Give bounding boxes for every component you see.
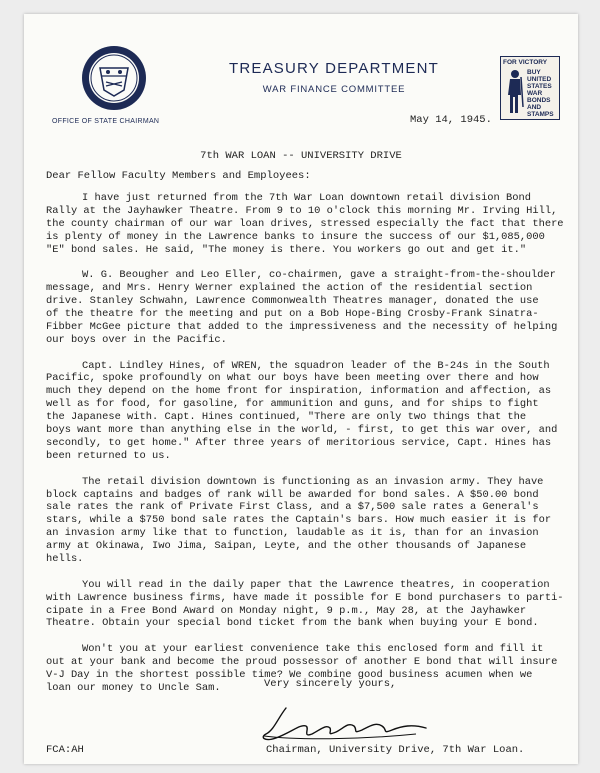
stamp-top-text: FOR VICTORY <box>503 59 548 66</box>
soldier-icon <box>505 67 525 115</box>
department-heading: TREASURY DEPARTMENT <box>228 60 440 77</box>
paragraph: Capt. Lindley Hines, of WREN, the squadron leader of the B-24s in the South Pacific, spoke profoundly on what our boys have been meeting over there and how much they depend on the home front for inspiration, information and affection, as well as for food, for gasoline, for ammunition and guns, and for ships to fight the Japanese with. Capt. Hines continued, "There are only two things that the boys want more than anything else in the world, - first, to get this war over, and secondly, to get home." After three years of meritorious service, Capt. Hines has been returned to us. <box>46 359 558 462</box>
paragraph: Won't you at your earliest convenience take this enclosed form and fill it out at your bank and become the proud possessor of another E bond that will insure V-J Day in the shortest possible time? We combine good business acumen when we loan our money to Uncle Sam. <box>46 643 558 694</box>
paragraph: You will read in the daily paper that the Lawrence theatres, in cooperation with Lawrence business firms, have made it possible for E bond purchasers to parti- cipate in a Free Bond Award on Monday night, 9 p.m., May 28, at the Jayhawker Theatre. Obtain your special bond ticket from the bank when buying your E bond. <box>46 578 564 630</box>
handwritten-signature <box>256 704 456 744</box>
paragraph: W. G. Beougher and Leo Eller, co-chairmen, gave a straight-from-the-shoulder message, and Mrs. Henry Werner explained the action of the residential section drive. Stanley Schwahn, Lawrence Commonwealth Theatres manager, donated the use of the theatre for the meeting and put on a Bob Hope-Bing Crosby-Frank Sinatra- Fibber McGee picture that added to the impressiveness and the necessity of helping our boys over in the Pacific. <box>46 269 558 346</box>
letter-greeting: Dear Fellow Faculty Members and Employees: <box>46 170 311 182</box>
paragraph: I have just returned from the 7th War Loan downtown retail division Bond Rally at the Jayhawker Theatre. From 9 to 10 o'clock this morning Mr. Irving Hill, the county chairman of our war loan drives, stressed especially the fact that there is plenty of money in the Lawrence banks to insure the success of our $1,085,000 "E" bond sales. He said, "The money is there. You workers go out and get it." <box>46 192 564 256</box>
letter-date: May 14, 1945. <box>410 114 492 126</box>
letter-closing: Very sincerely yours, <box>264 678 397 690</box>
signature-title: Chairman, University Drive, 7th War Loan. <box>266 744 525 756</box>
letter-sheet <box>24 14 578 764</box>
letter-body <box>46 192 566 708</box>
office-label: OFFICE OF STATE CHAIRMAN <box>52 118 160 125</box>
treasury-seal-icon <box>80 44 148 112</box>
stamp-text: BUY UNITED STATES WAR BONDS AND STAMPS <box>527 69 554 118</box>
reference-initials: FCA:AH <box>46 744 84 756</box>
paragraph: The retail division downtown is functioning as an invasion army. They have block captains and badges of rank will be awarded for bond sales. A $50.00 bond sale rates the rank of Private First Class, and a $7,500 sale rates a General's stars, while a $750 bond sale rates the Captain's bars. How much easier it is for an invasion army like that to function, laudable as it is, than for an invasion army at Okinawa, Iwo Jima, Saipan, Leyte, and the other thousands of Japanese hells. <box>46 475 552 566</box>
committee-heading: WAR FINANCE COMMITTEE <box>262 84 406 95</box>
war-bonds-stamp <box>500 56 560 120</box>
letter-subject: 7th WAR LOAN -- UNIVERSITY DRIVE <box>200 150 402 162</box>
